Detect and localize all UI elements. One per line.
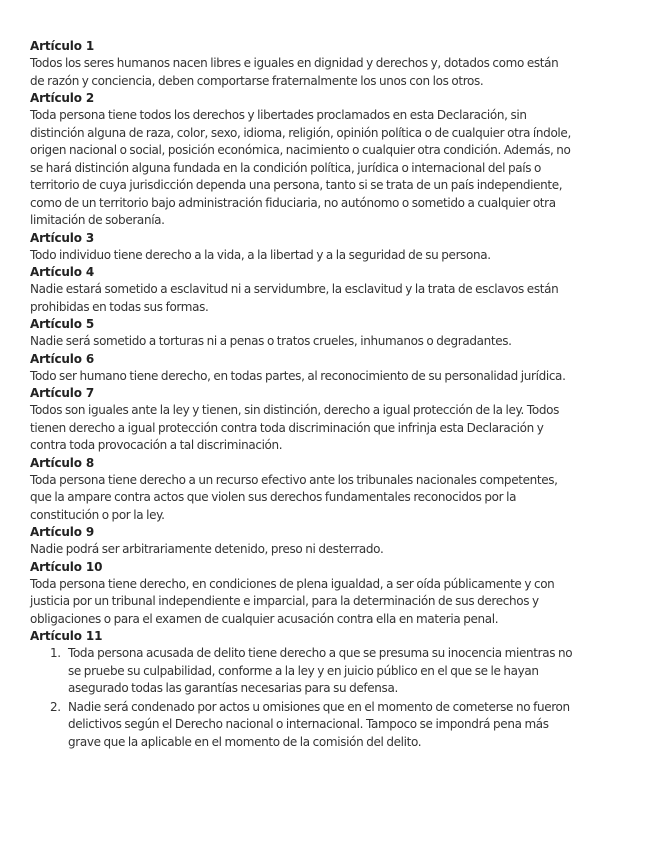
article-body [30, 247, 585, 265]
article-4 [30, 264, 585, 316]
article-body [30, 55, 585, 90]
article-title: Artículo 2 [30, 91, 95, 105]
text-line: limitación de soberanía. [30, 213, 165, 227]
article-10 [30, 559, 585, 629]
text-line: se pruebe su culpabilidad, conforme a la ley y en juicio público en el que se le hayan [68, 663, 539, 678]
article-6 [30, 351, 585, 386]
article-body [30, 541, 585, 559]
text-line: asegurado todas las garantías necesarias para su defensa. [68, 681, 398, 695]
article-2 [30, 90, 585, 230]
text-line: Nadie estará sometido a esclavitud ni a servidumbre, la esclavitud y la trata de esclavos están [30, 282, 559, 296]
text-line: Todos son iguales ante la ley y tienen, sin distinción, derecho a igual protección de la ley. Todos [30, 403, 559, 417]
text-line: Todo ser humano tiene derecho, en todas partes, al reconocimiento de su personalidad jurídica. [30, 368, 566, 383]
numbered-list [30, 645, 585, 751]
text-line: Nadie será condenado por actos u omisiones que en el momento de cometerse no fueron [68, 699, 570, 714]
text-line: Nadie podrá ser arbitrariamente detenido, preso ni desterrado. [30, 542, 384, 556]
article-11 [30, 628, 585, 751]
text-line: Toda persona tiene derecho a un recurso efectivo ante los tribunales nacionales competentes, [30, 472, 558, 487]
text-line: Todos los seres humanos nacen libres e iguales en dignidad y derechos y, dotados como están [30, 56, 559, 70]
text-line: Nadie será sometido a torturas ni a penas o tratos crueles, inhumanos o degradantes. [30, 334, 512, 348]
article-body [30, 576, 585, 629]
text-line: origen nacional o social, posición económica, nacimiento o cualquier otra condición. Además, no [30, 143, 571, 157]
article-title: Artículo 4 [30, 265, 95, 279]
list-item-number: 1. [50, 646, 61, 660]
text-line: delictivos según el Derecho nacional o internacional. Tampoco se impondrá pena más [68, 717, 549, 731]
article-title: Artículo 11 [30, 629, 103, 643]
list-item [30, 699, 585, 752]
article-title: Artículo 9 [30, 525, 95, 539]
article-3 [30, 230, 585, 265]
article-body [30, 368, 585, 386]
text-line: prohibidas en todas sus formas. [30, 299, 209, 314]
article-8 [30, 455, 585, 525]
text-line: como de un territorio bajo administración fiduciaria, no autónomo o sometido a cualquier otra [30, 195, 556, 210]
text-line: se hará distinción alguna fundada en la condición política, jurídica o internacional del país o [30, 160, 542, 175]
article-title: Artículo 6 [30, 351, 95, 366]
article-body [30, 402, 585, 455]
article-title: Artículo 1 [30, 39, 95, 53]
text-line: obligaciones o para el examen de cualquier acusación contra ella en materia penal. [30, 611, 499, 626]
article-body [30, 107, 585, 230]
list-item [30, 645, 585, 698]
text-line: Toda persona acusada de delito tiene derecho a que se presuma su inocencia mientras no [68, 646, 573, 660]
text-line: grave que la aplicable en el momento de la comisión del delito. [68, 734, 422, 749]
text-line: justicia por un tribunal independiente e imparcial, para la determinación de sus derechos y [30, 594, 539, 608]
text-line: que la ampare contra actos que violen sus derechos fundamentales reconocidos por la [30, 490, 517, 504]
text-line: tienen derecho a igual protección contra toda discriminación que infrinja esta Declaración y [30, 420, 544, 435]
article-body [30, 333, 585, 351]
text-line: Todo individuo tiene derecho a la vida, a la libertad y a la seguridad de su persona. [30, 247, 491, 262]
article-body [30, 472, 585, 525]
text-line: constitución o por la ley. [30, 507, 165, 522]
document-page [30, 38, 585, 752]
article-1 [30, 38, 585, 90]
text-line: distinción alguna de raza, color, sexo, idioma, religión, opinión política o de cualquier otra índole, [30, 125, 571, 140]
article-title: Artículo 8 [30, 455, 95, 470]
article-title: Artículo 10 [30, 559, 103, 574]
text-line: Toda persona tiene todos los derechos y libertades proclamados en esta Declaración, sin [30, 108, 527, 122]
text-line: contra toda provocación a tal discriminación. [30, 438, 283, 452]
article-9 [30, 524, 585, 559]
article-7 [30, 385, 585, 455]
list-item-number: 2. [50, 699, 61, 714]
text-line: territorio de cuya jurisdicción dependa una persona, tanto si se trata de un país independiente, [30, 178, 563, 192]
text-line: de razón y conciencia, deben comportarse fraternalmente los unos con los otros. [30, 73, 484, 88]
text-line: Toda persona tiene derecho, en condiciones de plena igualdad, a ser oída públicamente y con [30, 576, 555, 591]
article-title: Artículo 3 [30, 230, 95, 245]
article-title: Artículo 7 [30, 386, 95, 400]
article-5 [30, 316, 585, 351]
article-body [30, 281, 585, 316]
article-title: Artículo 5 [30, 317, 95, 331]
